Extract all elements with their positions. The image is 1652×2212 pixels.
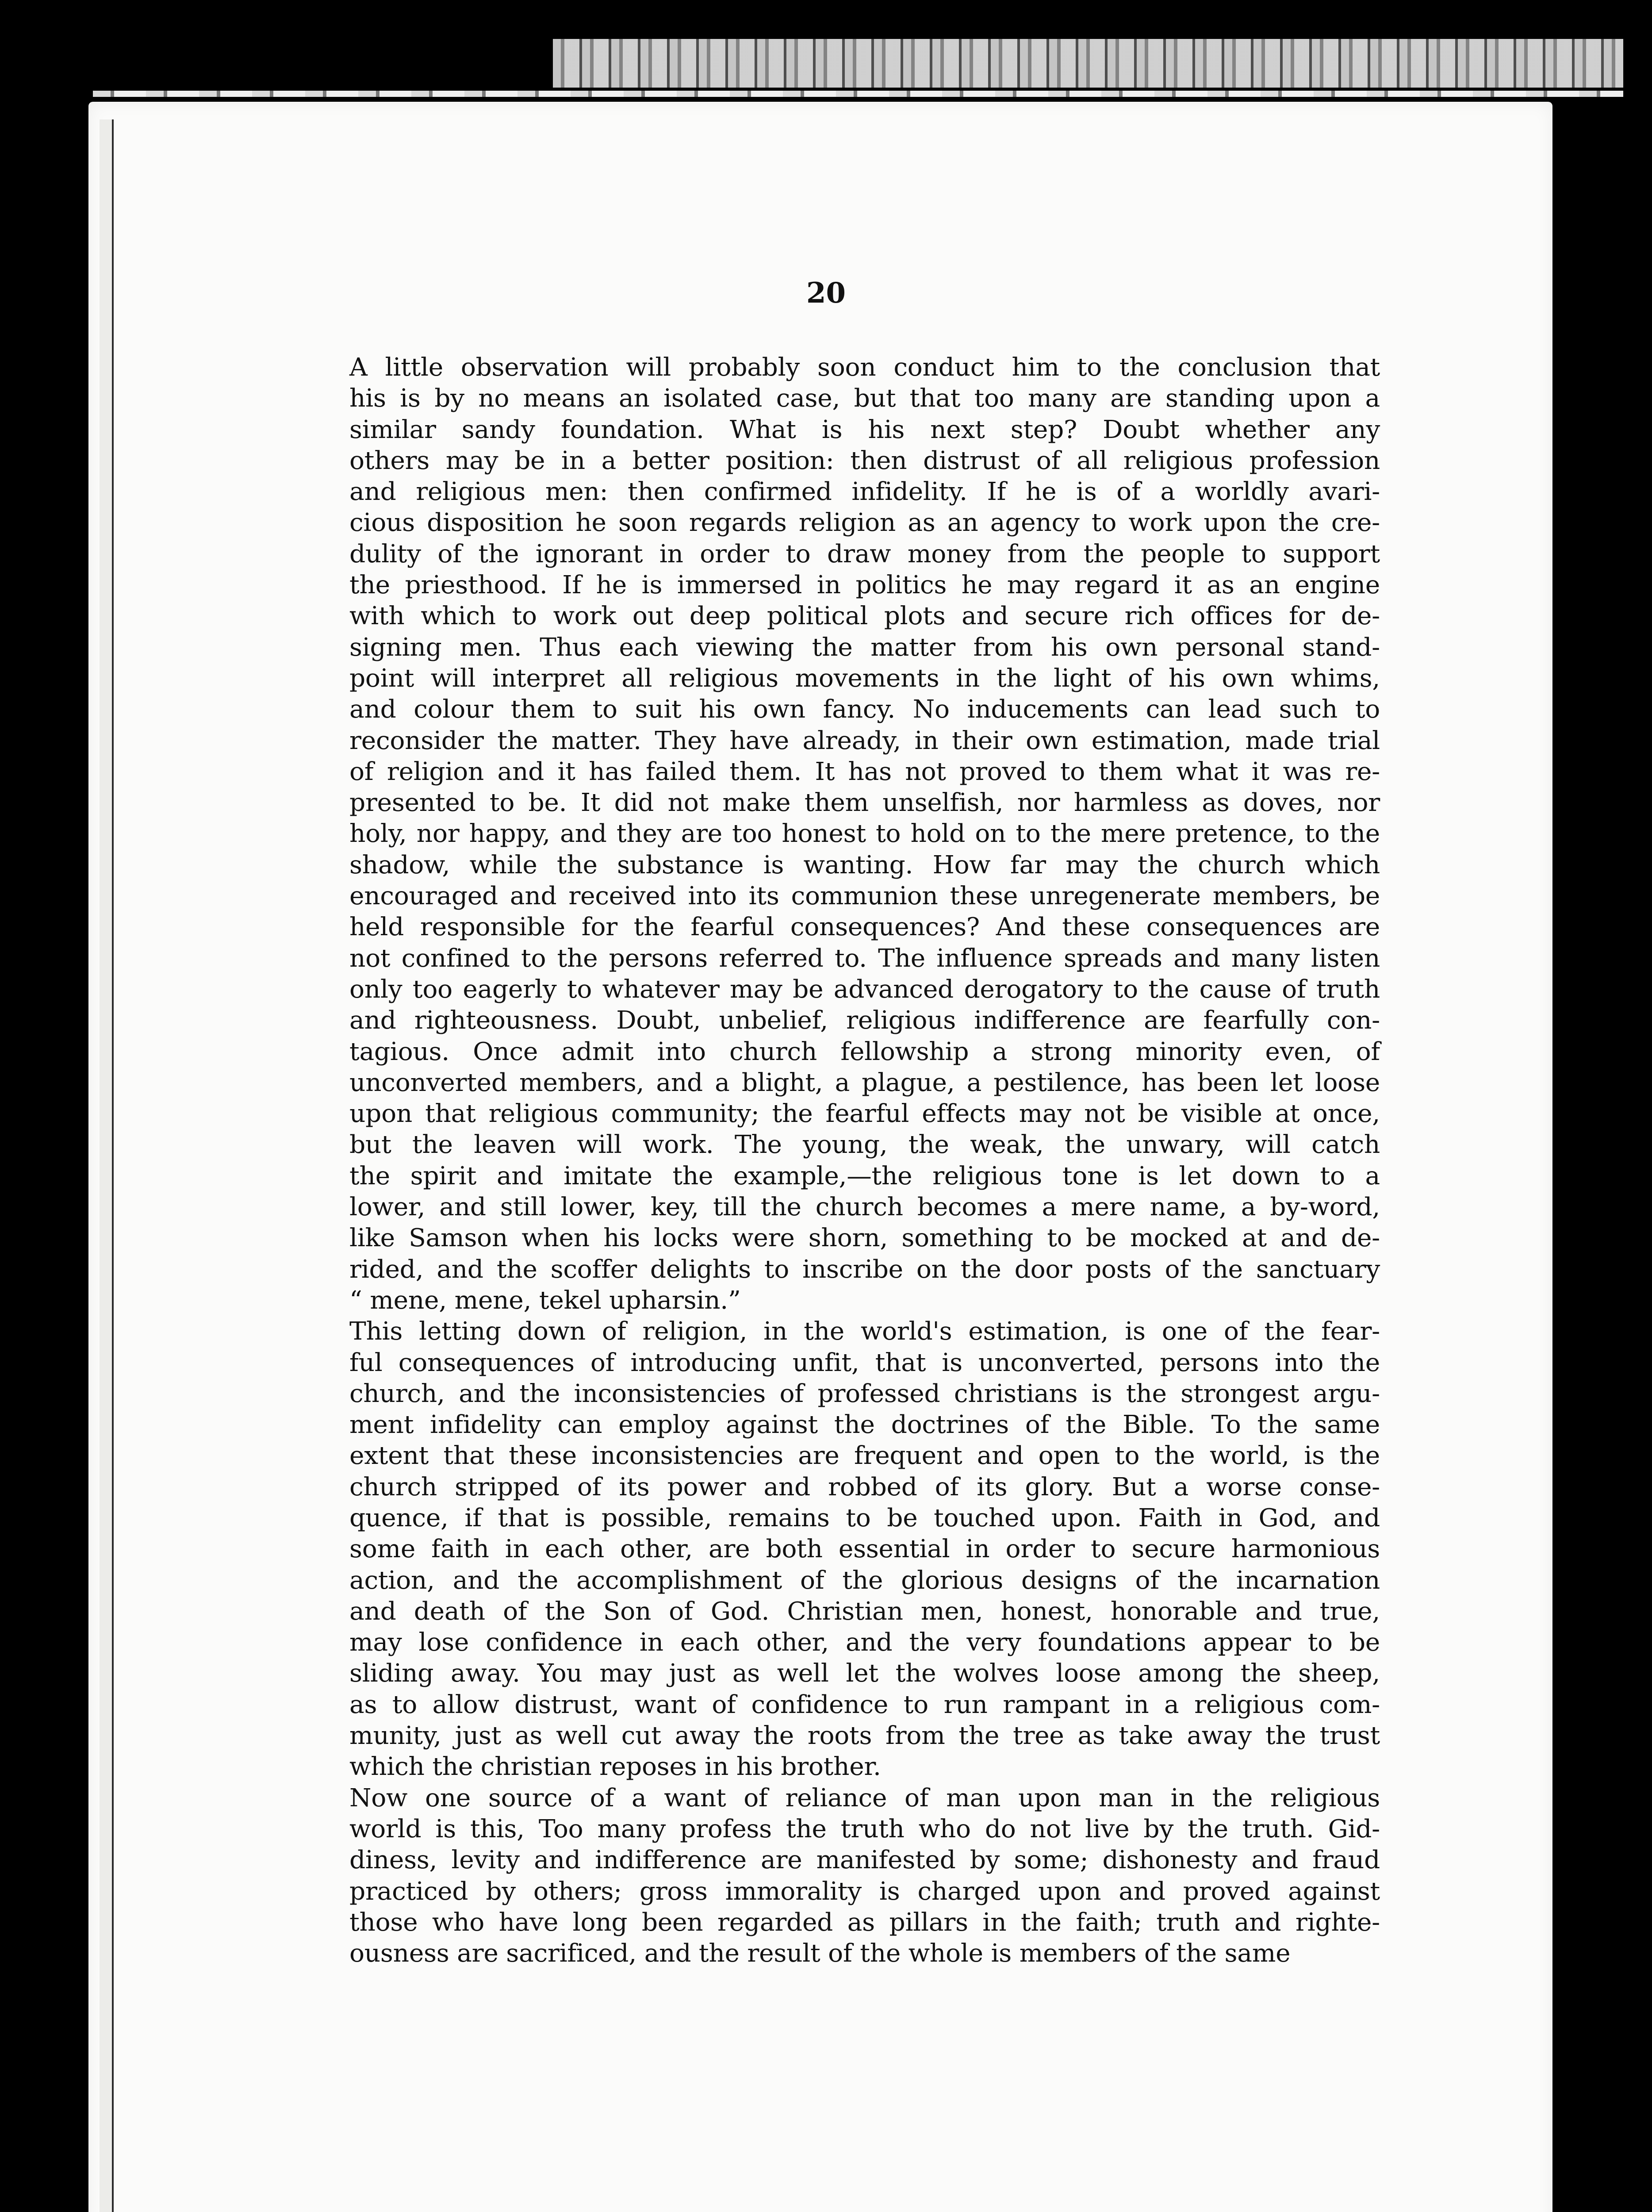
text-line: and righteousness. Doubt, unbelief, religious indifference are fearfully con- bbox=[349, 1006, 1380, 1035]
text-line: world is this, Too many profess the truth who do not live by the truth. Gid- bbox=[349, 1814, 1380, 1843]
page-number: 20 bbox=[806, 276, 846, 310]
text-line: extent that these inconsistencies are frequent and open to the world, is the bbox=[349, 1441, 1380, 1471]
text-line: point will interpret all religious movements in the light of his own whims, bbox=[349, 663, 1380, 693]
binding-edge-top bbox=[553, 39, 1623, 88]
text-line: and death of the Son of God. Christian men, honest, honorable and true, bbox=[349, 1596, 1380, 1626]
text-line: unconverted members, and a blight, a plague, a pestilence, has been let loose bbox=[349, 1068, 1380, 1097]
text-line: ful consequences of introducing unfit, that is unconverted, persons into the bbox=[349, 1348, 1380, 1377]
page-fold-left bbox=[100, 119, 114, 2212]
text-line: rided, and the scoffer delights to inscribe on the door posts of the sanctuary bbox=[349, 1254, 1380, 1284]
text-line: cious disposition he soon regards religion as an agency to work upon the cre- bbox=[349, 508, 1380, 538]
text-line: similar sandy foundation. What is his next step? Doubt whether any bbox=[349, 415, 1380, 444]
text-line: the spirit and imitate the example,—the religious tone is let down to a bbox=[349, 1161, 1380, 1190]
text-line: only too eagerly to whatever may be advanced derogatory to the cause of truth bbox=[349, 974, 1380, 1004]
body-text bbox=[349, 352, 1380, 1969]
text-line: presented to be. It did not make them unselfish, nor harmless as doves, nor bbox=[349, 788, 1380, 818]
text-line: A little observation will probably soon conduct him to the conclusion that bbox=[349, 353, 1380, 382]
text-line: his is by no means an isolated case, but that too many are standing upon a bbox=[349, 384, 1380, 413]
text-line: but the leaven will work. The young, the weak, the unwary, will catch bbox=[349, 1130, 1380, 1160]
text-line: upon that religious community; the fearful effects may not be visible at once, bbox=[349, 1099, 1380, 1129]
text-line: diness, levity and indifference are manifested by some; dishonesty and fraud bbox=[349, 1845, 1380, 1875]
text-line: signing men. Thus each viewing the matter from his own personal stand- bbox=[349, 632, 1380, 662]
text-line: encouraged and received into its communion these unregenerate members, be bbox=[349, 881, 1380, 911]
text-line: like Samson when his locks were shorn, something to be mocked at and de- bbox=[349, 1223, 1380, 1253]
paragraph bbox=[349, 1782, 1380, 1969]
text-line: tagious. Once admit into church fellowship a strong minority even, of bbox=[349, 1037, 1380, 1066]
text-line: some faith in each other, are both essential in order to secure harmonious bbox=[349, 1534, 1380, 1564]
text-line: those who have long been regarded as pillars in the faith; truth and righte- bbox=[349, 1907, 1380, 1937]
text-line: not confined to the persons referred to. The influence spreads and many listen bbox=[349, 943, 1380, 973]
text-line: lower, and still lower, key, till the church becomes a mere name, a by-word, bbox=[349, 1192, 1380, 1222]
text-line: practiced by others; gross immorality is charged upon and proved against bbox=[349, 1876, 1380, 1906]
text-line: others may be in a better position: then distrust of all religious profession bbox=[349, 445, 1380, 475]
text-line: and religious men: then confirmed infidelity. If he is of a worldly avari- bbox=[349, 477, 1380, 507]
text-line: may lose confidence in each other, and the very foundations appear to be bbox=[349, 1628, 1380, 1657]
text-line: sliding away. You may just as well let the wolves loose among the sheep, bbox=[349, 1659, 1380, 1688]
text-line: as to allow distrust, want of confidence to run rampant in a religious com- bbox=[349, 1690, 1380, 1719]
text-line: with which to work out deep political plots and secure rich offices for de- bbox=[349, 601, 1380, 631]
text-line: shadow, while the substance is wanting. How far may the church which bbox=[349, 850, 1380, 879]
text-line: church stripped of its power and robbed of its glory. But a worse conse- bbox=[349, 1472, 1380, 1502]
text-line: ousness are sacrificed, and the result of the whole is members of the same bbox=[349, 1939, 1291, 1968]
text-line: and colour them to suit his own fancy. No inducements can lead such to bbox=[349, 695, 1380, 724]
paragraph bbox=[349, 352, 1380, 1316]
text-line: munity, just as well cut away the roots from the tree as take away the trust bbox=[349, 1721, 1380, 1751]
text-line: which the christian reposes in his brother. bbox=[349, 1752, 881, 1782]
text-line: This letting down of religion, in the world's estimation, is one of the fear- bbox=[349, 1317, 1380, 1346]
text-line: the priesthood. If he is immersed in politics he may regard it as an engine bbox=[349, 570, 1380, 600]
text-line: dulity of the ignorant in order to draw money from the people to support bbox=[349, 539, 1380, 568]
text-line: reconsider the matter. They have already, in their own estimation, made trial bbox=[349, 726, 1380, 755]
text-line: church, and the inconsistencies of professed christians is the strongest argu- bbox=[349, 1379, 1380, 1408]
text-line: ment infidelity can employ against the doctrines of the Bible. To the same bbox=[349, 1410, 1380, 1440]
text-line: Now one source of a want of reliance of man upon man in the religious bbox=[349, 1783, 1380, 1813]
text-line: held responsible for the fearful consequences? And these consequences are bbox=[349, 912, 1380, 942]
text-line: “ mene, mene, tekel upharsin.” bbox=[349, 1285, 741, 1315]
paragraph bbox=[349, 1316, 1380, 1782]
text-line: quence, if that is possible, remains to be touched upon. Faith in God, and bbox=[349, 1503, 1380, 1532]
text-line: holy, nor happy, and they are too honest to hold on to the mere pretence, to the bbox=[349, 819, 1380, 849]
page-edge-top bbox=[93, 91, 1623, 97]
text-line: action, and the accomplishment of the glorious designs of the incarnation bbox=[349, 1565, 1380, 1595]
text-line: of religion and it has failed them. It has not proved to them what it was re- bbox=[349, 757, 1380, 786]
